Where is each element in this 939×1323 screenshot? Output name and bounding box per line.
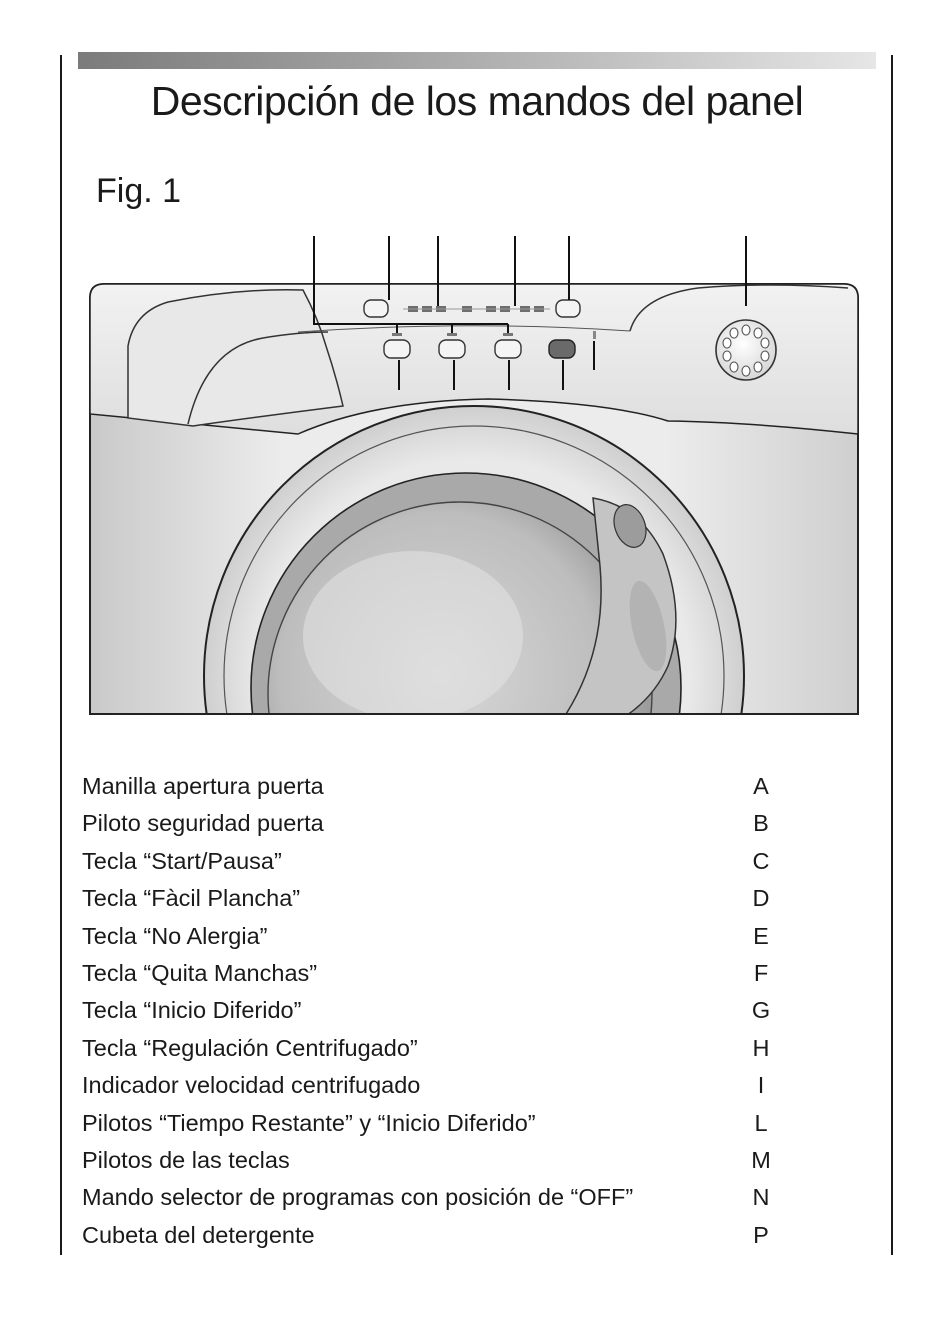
legend-text: Tecla “Start/Pausa” [82, 847, 282, 874]
legend-letter: H [752, 1034, 770, 1061]
legend-text: Indicador velocidad centrifugado [82, 1072, 421, 1099]
legend-item-e [82, 918, 782, 955]
legend-text: Manilla apertura puerta [82, 773, 324, 799]
figure-label: Fig. 1 [96, 172, 182, 210]
legend-item-f [82, 955, 782, 992]
legend-letter: E [753, 922, 769, 949]
legend-item-a [82, 768, 782, 805]
legend-text: Tecla “Regulación Centrifugado” [82, 1034, 418, 1061]
legend-letter: G [751, 997, 771, 1024]
page-title: Descripción de los mandos del panel [150, 78, 804, 124]
legend-text: Cubeta del detergente [82, 1221, 315, 1248]
legend-item-g [82, 992, 782, 1029]
legend-text: Tecla “Fàcil Plancha” [82, 885, 301, 912]
legend-text: Tecla “No Alergia” [82, 922, 268, 949]
legend-item-m [82, 1142, 782, 1179]
legend-item-i [82, 1067, 782, 1104]
title-gradient-bar [78, 52, 876, 69]
legend-text: Pilotos “Tiempo Restante” y “Inicio Diferido” [82, 1109, 536, 1136]
legend-text: Piloto seguridad puerta [82, 810, 324, 837]
page-border-left [60, 55, 62, 1255]
legend-letter: C [752, 847, 770, 874]
legend-letter: I [757, 1072, 765, 1099]
legend-item-p [82, 1217, 782, 1254]
washing-machine-illustration [88, 236, 860, 716]
legend-letter: F [753, 959, 769, 986]
legend-item-n [82, 1179, 782, 1216]
page-border-right [891, 55, 893, 1255]
legend-item-b [82, 805, 782, 842]
legend-letter: L [754, 1109, 768, 1136]
legend-text: Pilotos de las teclas [82, 1146, 290, 1173]
legend-item-h [82, 1030, 782, 1067]
legend-item-l [82, 1105, 782, 1142]
legend-letter: P [753, 1221, 769, 1248]
legend-text: Mando selector de programas con posición de “OFF” [82, 1184, 634, 1211]
legend-list [82, 768, 782, 1254]
legend-item-d [82, 880, 782, 917]
legend-item-c [82, 843, 782, 880]
legend-letter: A [753, 773, 769, 799]
legend-letter: M [751, 1146, 771, 1173]
legend-text: Tecla “Quita Manchas” [82, 959, 318, 986]
legend-text: Tecla “Inicio Diferido” [82, 997, 302, 1024]
legend-letter: N [752, 1184, 770, 1211]
legend-letter: D [752, 885, 770, 912]
legend-letter: B [753, 810, 769, 837]
